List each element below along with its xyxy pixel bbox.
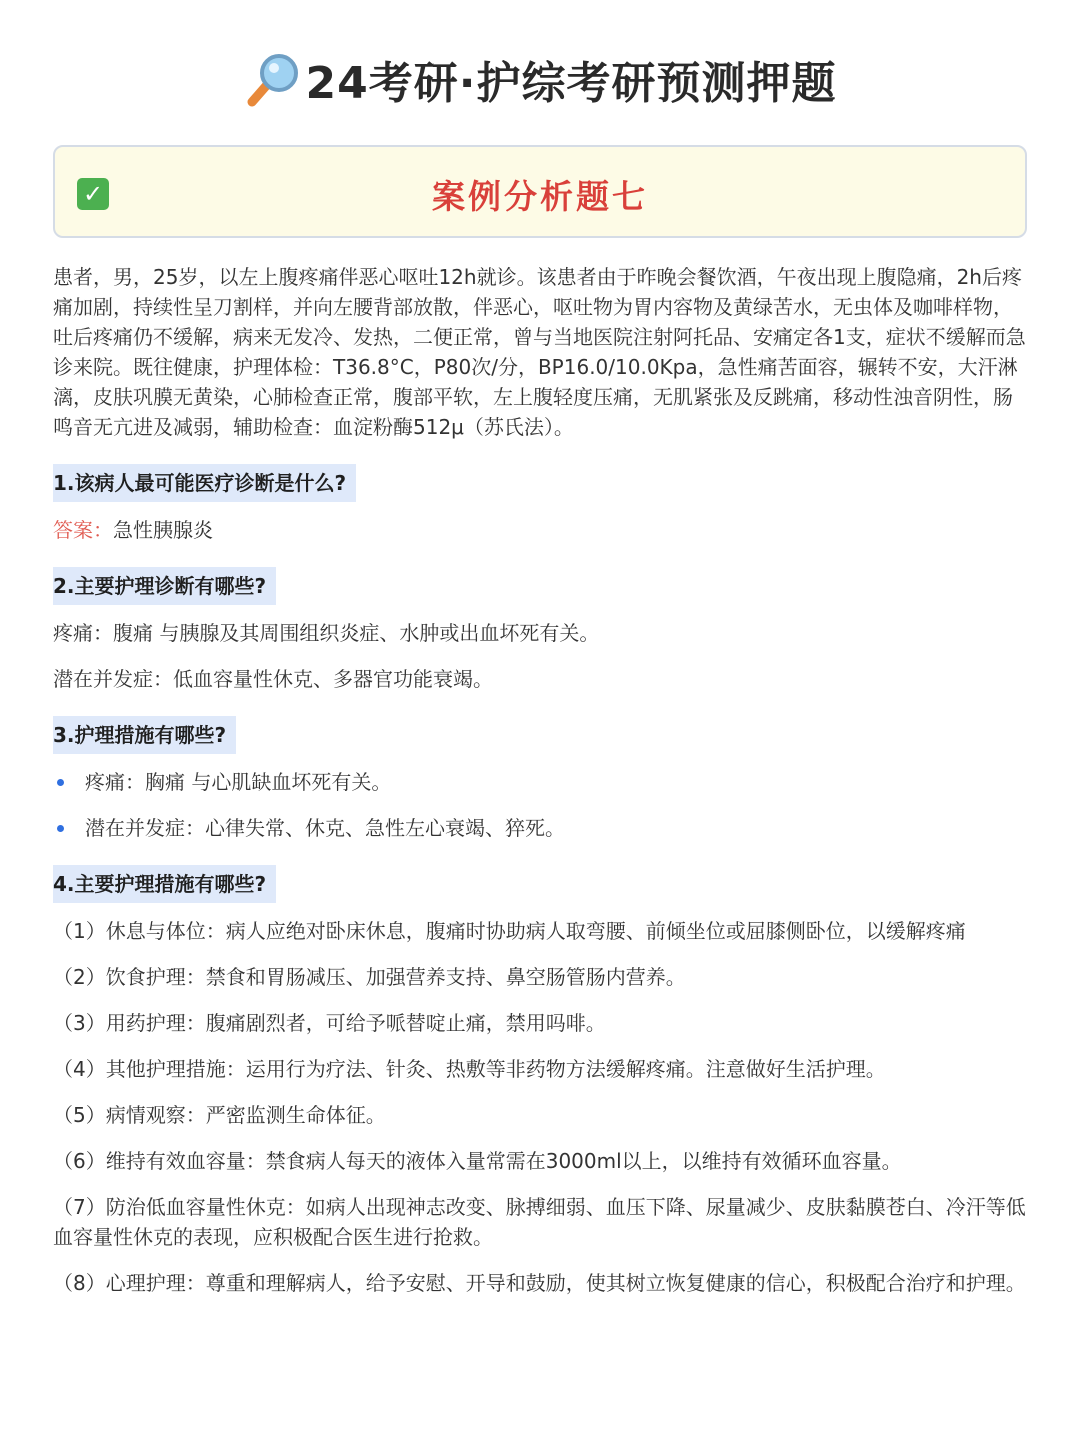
answer-line: 疼痛：腹痛 与胰腺及其周围组织炎症、水肿或出血坏死有关。 [53,621,600,645]
page-title: 24考研·护综考研预测押题 [305,58,837,109]
magnifier-icon [244,50,302,108]
question-heading: 4.主要护理措施有哪些? [53,865,276,903]
main-content [53,262,1028,1298]
question-heading: 2.主要护理诊断有哪些? [53,567,276,605]
answer-line [53,515,1028,545]
list-item: （7）防治低血容量性休克：如病人出现神志改变、脉搏细弱、血压下降、尿量减少、皮肤黏膜苍白、冷汗等低血容量性休克的表现，应积极配合医生进行抢救。 [53,1195,1026,1249]
question-1 [53,464,1028,545]
answer-line: 潜在并发症：低血容量性休克、多器官功能衰竭。 [53,667,493,691]
question-heading: 1.该病人最可能医疗诊断是什么? [53,464,356,502]
list-item [53,767,1028,797]
list-item: （5）病情观察：严密监测生命体征。 [53,1103,386,1127]
question-3 [53,716,1028,843]
list-item [53,813,1028,843]
bullet-dot-icon [57,825,64,832]
list-item: （4）其他护理措施：运用行为疗法、针灸、热敷等非药物方法缓解疼痛。注意做好生活护理。 [53,1057,886,1081]
answer-label: 答案： [53,518,113,542]
bullet-dot-icon [57,779,64,786]
answer-text: 急性胰腺炎 [113,518,213,542]
list-item-text: 潜在并发症：心律失常、休克、急性左心衰竭、猝死。 [85,816,565,840]
list-item: （8）心理护理：尊重和理解病人，给予安慰、开导和鼓励，使其树立恢复健康的信心，积极配合治疗和护理。 [53,1271,1026,1295]
list-item-text: 疼痛：胸痛 与心肌缺血坏死有关。 [85,770,392,794]
page-header [0,48,1080,110]
list-item: （2）饮食护理：禁食和胃肠减压、加强营养支持、鼻空肠管肠内营养。 [53,965,686,989]
check-mark-icon: ✓ [77,178,109,210]
case-description: 患者，男，25岁，以左上腹疼痛伴恶心呕吐12h就诊。该患者由于昨晚会餐饮酒，午夜出现上腹隐痛，2h后疼痛加剧，持续性呈刀割样，并向左腰背部放散，伴恶心，呕吐物为胃内容物及黄绿苦水，无虫体及咖啡样物，吐后疼痛仍不缓解，病来无发冷、发热，二便正常，曾与当地医院注射阿托品、安痛定各1支，症状不缓解而急诊来院。既往健康，护理体检：T36.8°C，P80次/分，BP16.0/10.0Kpa，急性痛苦面容，辗转不安，大汗淋漓，皮肤巩膜无黄染，心肺检查正常，腹部平软，左上腹轻度压痛，无肌紧张及反跳痛，移动性浊音阴性，肠鸣音无亢进及减弱，辅助检查：血淀粉酶512μ（苏氏法）。 [53,265,1026,439]
list-item: （1）休息与体位：病人应绝对卧床休息，腹痛时协助病人取弯腰、前倾坐位或屈膝侧卧位，以缓解疼痛 [53,919,966,943]
case-title: 案例分析题七 [432,177,648,216]
list-item: （3）用药护理：腹痛剧烈者，可给予哌替啶止痛，禁用吗啡。 [53,1011,606,1035]
question-2 [53,567,1028,694]
case-title-box [53,145,1027,238]
question-4 [53,865,1028,1298]
question-heading: 3.护理措施有哪些? [53,716,236,754]
list-item: （6）维持有效血容量：禁食病人每天的液体入量常需在3000ml以上，以维持有效循环血容量。 [53,1149,902,1173]
